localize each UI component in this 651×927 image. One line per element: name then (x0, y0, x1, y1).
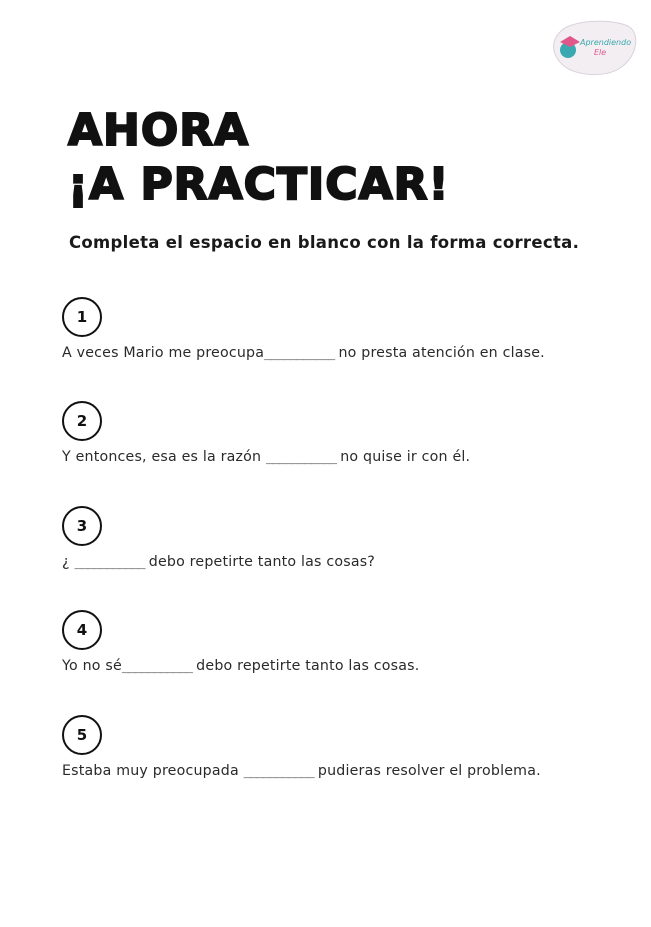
answer-blank[interactable]: ___________ (121, 659, 192, 674)
exercise-2 (62, 401, 622, 468)
exercise-sentence (62, 343, 622, 364)
page-title (68, 104, 450, 212)
instruction-text: Completa el espacio en blanco con la forma correcta. (69, 233, 580, 252)
exercise-number-badge: 4 (62, 610, 102, 650)
exercise-sentence (62, 656, 622, 677)
exercise-sentence (62, 447, 622, 468)
answer-blank[interactable]: ___________ (74, 555, 145, 570)
sentence-before: Estaba muy preocupada (62, 763, 244, 779)
title-line-1: AHORA (68, 105, 250, 156)
sentence-before: Y entonces, esa es la razón (62, 449, 266, 465)
exercise-number-badge: 3 (62, 506, 102, 546)
exercise-3 (62, 506, 622, 573)
sentence-before: Yo no sé (62, 658, 122, 674)
exercise-number-badge: 2 (62, 401, 102, 441)
logo-text-line1: Aprendiendo (580, 38, 632, 47)
sentence-before: ¿ (62, 554, 75, 570)
exercise-number-badge: 5 (62, 715, 102, 755)
brand-logo (550, 18, 638, 78)
exercise-number-badge: 1 (62, 297, 102, 337)
exercise-4 (62, 610, 622, 677)
exercise-sentence (62, 552, 622, 573)
answer-blank[interactable]: ___________ (265, 450, 336, 465)
sentence-after: debo repetirte tanto las cosas. (191, 658, 420, 674)
sentence-after: no presta atención en clase. (333, 345, 545, 361)
answer-blank[interactable]: ___________ (264, 346, 334, 361)
sentence-after: no quise ir con él. (335, 449, 471, 465)
sentence-before: A veces Mario me preocupa (62, 345, 265, 361)
title-line-2: ¡A PRACTICAR! (68, 159, 450, 210)
exercise-sentence (62, 761, 622, 782)
logo-text-line2: Ele (594, 48, 607, 57)
sentence-after: debo repetirte tanto las cosas? (144, 554, 376, 570)
exercise-1 (62, 297, 622, 364)
exercise-5 (62, 715, 622, 782)
answer-blank[interactable]: ___________ (243, 764, 314, 779)
sentence-after: pudieras resolver el problema. (313, 763, 541, 779)
